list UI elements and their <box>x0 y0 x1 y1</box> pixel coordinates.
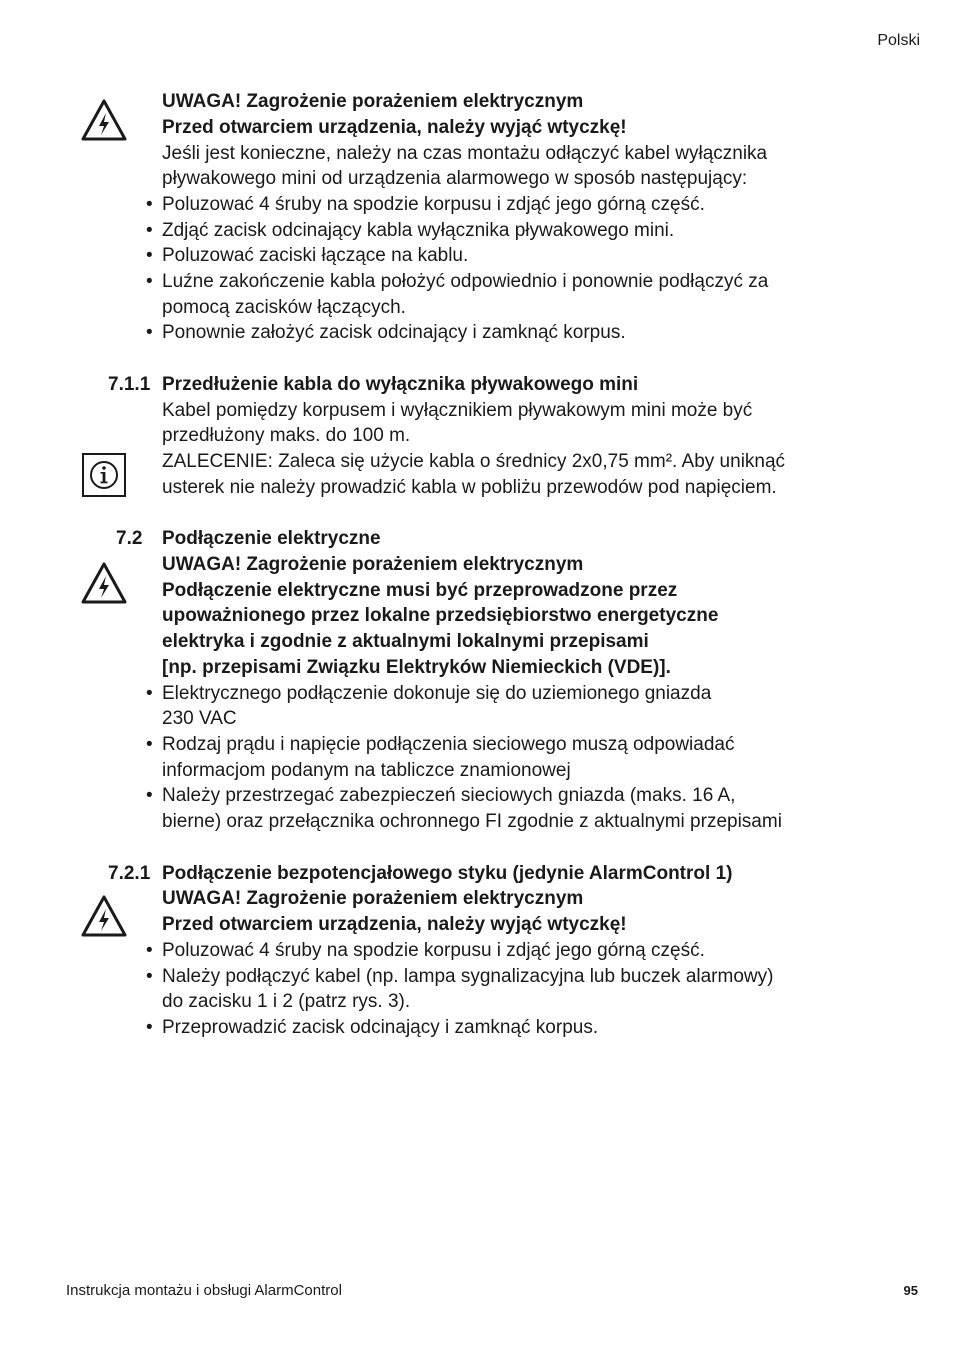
warning-body: Podłączenie elektryczne musi być przeprowadzone przez <box>162 580 678 601</box>
bullet-icon: • <box>146 322 153 343</box>
bullet-icon: • <box>146 1017 153 1038</box>
bullet-icon: • <box>146 734 153 755</box>
bullet-icon: • <box>146 271 153 292</box>
list-item-continuation: 230 VAC <box>162 708 237 729</box>
recommendation-note: ZALECENIE: Zaleca się użycie kabla o średnicy 2x0,75 mm². Aby uniknąć <box>162 451 786 472</box>
list-item: Należy przestrzegać zabezpieczeń sieciowych gniazda (maks. 16 A, <box>162 785 736 806</box>
warning-title: UWAGA! Zagrożenie porażeniem elektrycznym <box>162 888 584 909</box>
bullet-icon: • <box>146 245 153 266</box>
warning-subtitle: Przed otwarciem urządzenia, należy wyjąć wtyczkę! <box>162 117 627 138</box>
list-item-continuation: do zacisku 1 i 2 (patrz rys. 3). <box>162 991 411 1012</box>
bullet-icon: • <box>146 194 153 215</box>
paragraph-line: pływakowego mini od urządzenia alarmowego w sposób następujący: <box>162 168 748 189</box>
list-item: Rodzaj prądu i napięcie podłączenia sieciowego muszą odpowiadać <box>162 734 735 755</box>
bullet-icon: • <box>146 220 153 241</box>
paragraph-line: Kabel pomiędzy korpusem i wyłącznikiem pływakowym mini może być <box>162 400 753 421</box>
section-number: 7.2 <box>116 528 143 549</box>
bullet-icon: • <box>146 940 153 961</box>
paragraph-line: Jeśli jest konieczne, należy na czas montażu odłączyć kabel wyłącznika <box>162 143 768 164</box>
list-item: Poluzować 4 śruby na spodzie korpusu i zdjąć jego górną część. <box>162 940 705 961</box>
warning-body: upoważnionego przez lokalne przedsiębiorstwo energetyczne <box>162 605 719 626</box>
list-item-continuation: bierne) oraz przełącznika ochronnego FI zgodnie z aktualnymi przepisami <box>162 811 782 832</box>
list-item: Poluzować 4 śruby na spodzie korpusu i zdjąć jego górną część. <box>162 194 705 215</box>
section-number: 7.1.1 <box>108 374 151 395</box>
electric-hazard-icon <box>80 894 128 938</box>
warning-title: UWAGA! Zagrożenie porażeniem elektrycznym <box>162 554 584 575</box>
warning-body: elektryka i zgodnie z aktualnymi lokalnymi przepisami <box>162 631 649 652</box>
list-item: Przeprowadzić zacisk odcinający i zamknąć korpus. <box>162 1017 599 1038</box>
language-label: Polski <box>877 32 920 49</box>
warning-body: [np. przepisami Związku Elektryków Niemieckich (VDE)]. <box>162 657 671 678</box>
warning-title: UWAGA! Zagrożenie porażeniem elektrycznym <box>162 91 584 112</box>
electric-hazard-icon <box>80 561 128 605</box>
info-icon <box>81 452 127 498</box>
bullet-icon: • <box>146 966 153 987</box>
list-item: Należy podłączyć kabel (np. lampa sygnalizacyjna lub buczek alarmowy) <box>162 966 774 987</box>
recommendation-note: usterek nie należy prowadzić kabla w pobliżu przewodów pod napięciem. <box>162 477 777 498</box>
section-title: Podłączenie bezpotencjałowego styku (jedynie AlarmControl 1) <box>162 863 733 884</box>
list-item: Ponownie założyć zacisk odcinający i zamknąć korpus. <box>162 322 626 343</box>
bullet-icon: • <box>146 785 153 806</box>
page-number: 95 <box>903 1283 918 1298</box>
footer-manual-title: Instrukcja montażu i obsługi AlarmControl <box>66 1282 342 1299</box>
bullet-icon: • <box>146 683 153 704</box>
list-item: Elektrycznego podłączenie dokonuje się do uziemionego gniazda <box>162 683 712 704</box>
section-title: Podłączenie elektryczne <box>162 528 381 549</box>
list-item-continuation: pomocą zacisków łączących. <box>162 297 406 318</box>
list-item: Zdjąć zacisk odcinający kabla wyłącznika pływakowego mini. <box>162 220 675 241</box>
list-item-continuation: informacjom podanym na tabliczce znamionowej <box>162 760 571 781</box>
list-item: Poluzować zaciski łączące na kablu. <box>162 245 469 266</box>
section-title: Przedłużenie kabla do wyłącznika pływakowego mini <box>162 374 639 395</box>
paragraph-line: przedłużony maks. do 100 m. <box>162 425 411 446</box>
list-item: Luźne zakończenie kabla położyć odpowiednio i ponownie podłączyć za <box>162 271 769 292</box>
section-number: 7.2.1 <box>108 863 151 884</box>
electric-hazard-icon <box>80 98 128 142</box>
warning-subtitle: Przed otwarciem urządzenia, należy wyjąć wtyczkę! <box>162 914 627 935</box>
